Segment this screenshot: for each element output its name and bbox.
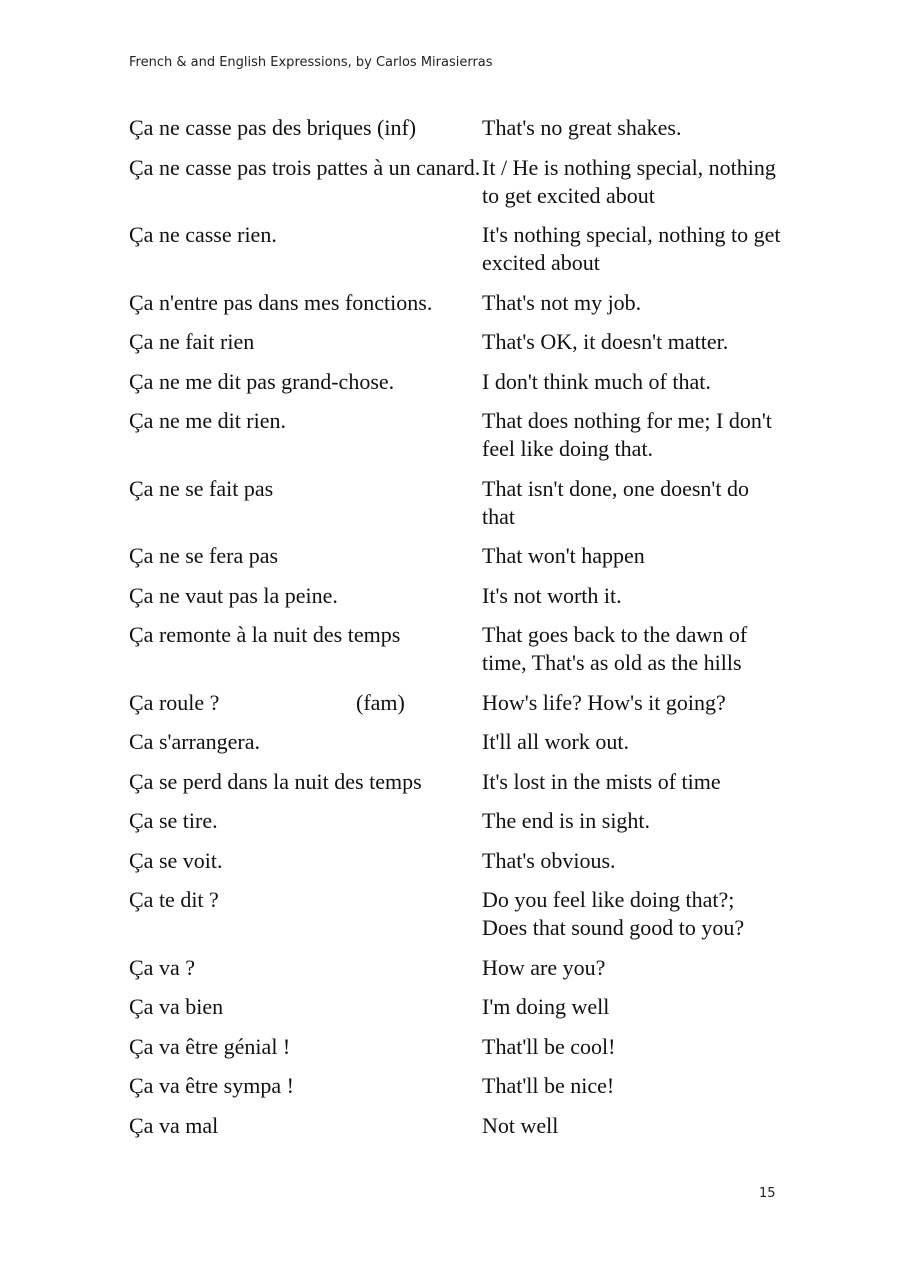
french-expression <box>129 1112 482 1140</box>
french-text: Ça remonte à la nuit des temps <box>129 622 401 647</box>
french-text: Ça va ? <box>129 954 195 980</box>
french-expression <box>129 886 482 942</box>
french-text: Ça ne se fera pas <box>129 543 279 568</box>
french-text: Ça va mal <box>129 1112 219 1138</box>
french-text: Ça se voit. <box>129 847 223 873</box>
english-translation: That's OK, it doesn't matter. <box>482 329 729 354</box>
expression-row <box>129 768 789 808</box>
expression-row <box>129 886 789 954</box>
expression-row <box>129 407 789 475</box>
page-number: 15 <box>759 1186 776 1201</box>
french-text: Ça va être génial ! <box>129 1033 291 1059</box>
french-expression <box>129 993 482 1021</box>
french-expression <box>129 621 482 677</box>
english-translation: It / He is nothing special, nothing to get excited about <box>482 154 776 208</box>
running-header: French & and English Expressions, by Carlos Mirasierras <box>129 55 493 70</box>
french-text: Ça se perd dans la nuit des temps <box>129 768 422 794</box>
french-expression <box>129 582 482 610</box>
expression-row <box>129 154 789 222</box>
french-expression <box>129 542 482 570</box>
english-translation: I'm doing well <box>482 994 610 1019</box>
french-text: Ça roule ? <box>129 689 220 715</box>
expression-row <box>129 328 789 368</box>
expression-row <box>129 728 789 768</box>
expression-row <box>129 475 789 543</box>
french-text: Ça ne fait rien <box>129 329 255 354</box>
french-expression <box>129 728 482 756</box>
french-text: Ça ne me dit pas grand-chose. <box>129 368 395 394</box>
english-translation: That won't happen <box>482 543 645 568</box>
french-text: Ca s'arrangera. <box>129 729 261 754</box>
english-translation: That goes back to the dawn of time, That's as old as the hills <box>482 622 748 675</box>
english-translation: That's no great shakes. <box>482 115 682 140</box>
english-translation: That's obvious. <box>482 847 616 873</box>
expression-row <box>129 289 789 329</box>
english-translation: That'll be cool! <box>482 1033 616 1059</box>
french-text: Ça ne casse rien. <box>129 222 277 247</box>
french-text: Ça ne casse pas trois pattes à un canard. <box>129 154 481 180</box>
french-text: Ça se tire. <box>129 808 218 833</box>
expression-row <box>129 542 789 582</box>
french-expression <box>129 1033 482 1061</box>
french-expression <box>129 289 482 317</box>
english-translation: It'll all work out. <box>482 729 629 754</box>
expression-row <box>129 1033 789 1073</box>
expression-row <box>129 954 789 994</box>
french-expression <box>129 807 482 835</box>
french-expression <box>129 328 482 356</box>
french-expression <box>129 689 482 717</box>
expression-row <box>129 114 789 154</box>
french-expression <box>129 407 482 463</box>
expression-row <box>129 1112 789 1152</box>
expression-table <box>129 114 789 1151</box>
expression-row <box>129 621 789 689</box>
french-expression <box>129 154 482 210</box>
french-expression <box>129 954 482 982</box>
english-translation: That'll be nice! <box>482 1073 615 1098</box>
english-translation: It's lost in the mists of time <box>482 768 721 794</box>
english-translation: How's life? How's it going? <box>482 689 726 715</box>
expression-row <box>129 847 789 887</box>
french-expression <box>129 847 482 875</box>
english-translation: The end is in sight. <box>482 808 651 833</box>
english-translation: I don't think much of that. <box>482 368 711 394</box>
expression-row <box>129 807 789 847</box>
french-text: Ça ne casse pas des briques (inf) <box>129 115 417 140</box>
french-text: Ça va être sympa ! <box>129 1073 294 1098</box>
expression-row <box>129 582 789 622</box>
english-translation: That's not my job. <box>482 289 642 315</box>
expression-row <box>129 368 789 408</box>
french-expression <box>129 368 482 396</box>
register-note: (fam) <box>356 689 405 715</box>
french-text: Ça ne me dit rien. <box>129 408 287 433</box>
english-translation: That does nothing for me; I don't feel like doing that. <box>482 408 772 461</box>
english-translation: That isn't done, one doesn't do that <box>482 475 749 529</box>
french-text: Ça te dit ? <box>129 887 219 912</box>
english-translation: How are you? <box>482 954 606 980</box>
french-expression <box>129 114 482 142</box>
english-translation: It's not worth it. <box>482 582 622 608</box>
expression-row <box>129 993 789 1033</box>
english-translation: It's nothing special, nothing to get excited about <box>482 222 781 275</box>
french-text: Ça va bien <box>129 994 224 1019</box>
expression-row <box>129 1072 789 1112</box>
french-expression <box>129 475 482 531</box>
french-text: Ça ne se fait pas <box>129 475 274 501</box>
french-expression <box>129 768 482 796</box>
english-translation: Do you feel like doing that?; Does that sound good to you? <box>482 887 745 940</box>
french-expression <box>129 221 482 277</box>
expression-row <box>129 689 789 729</box>
french-text: Ça ne vaut pas la peine. <box>129 582 338 608</box>
french-text: Ça n'entre pas dans mes fonctions. <box>129 289 433 315</box>
expression-row <box>129 221 789 289</box>
french-expression <box>129 1072 482 1100</box>
english-translation: Not well <box>482 1112 559 1138</box>
